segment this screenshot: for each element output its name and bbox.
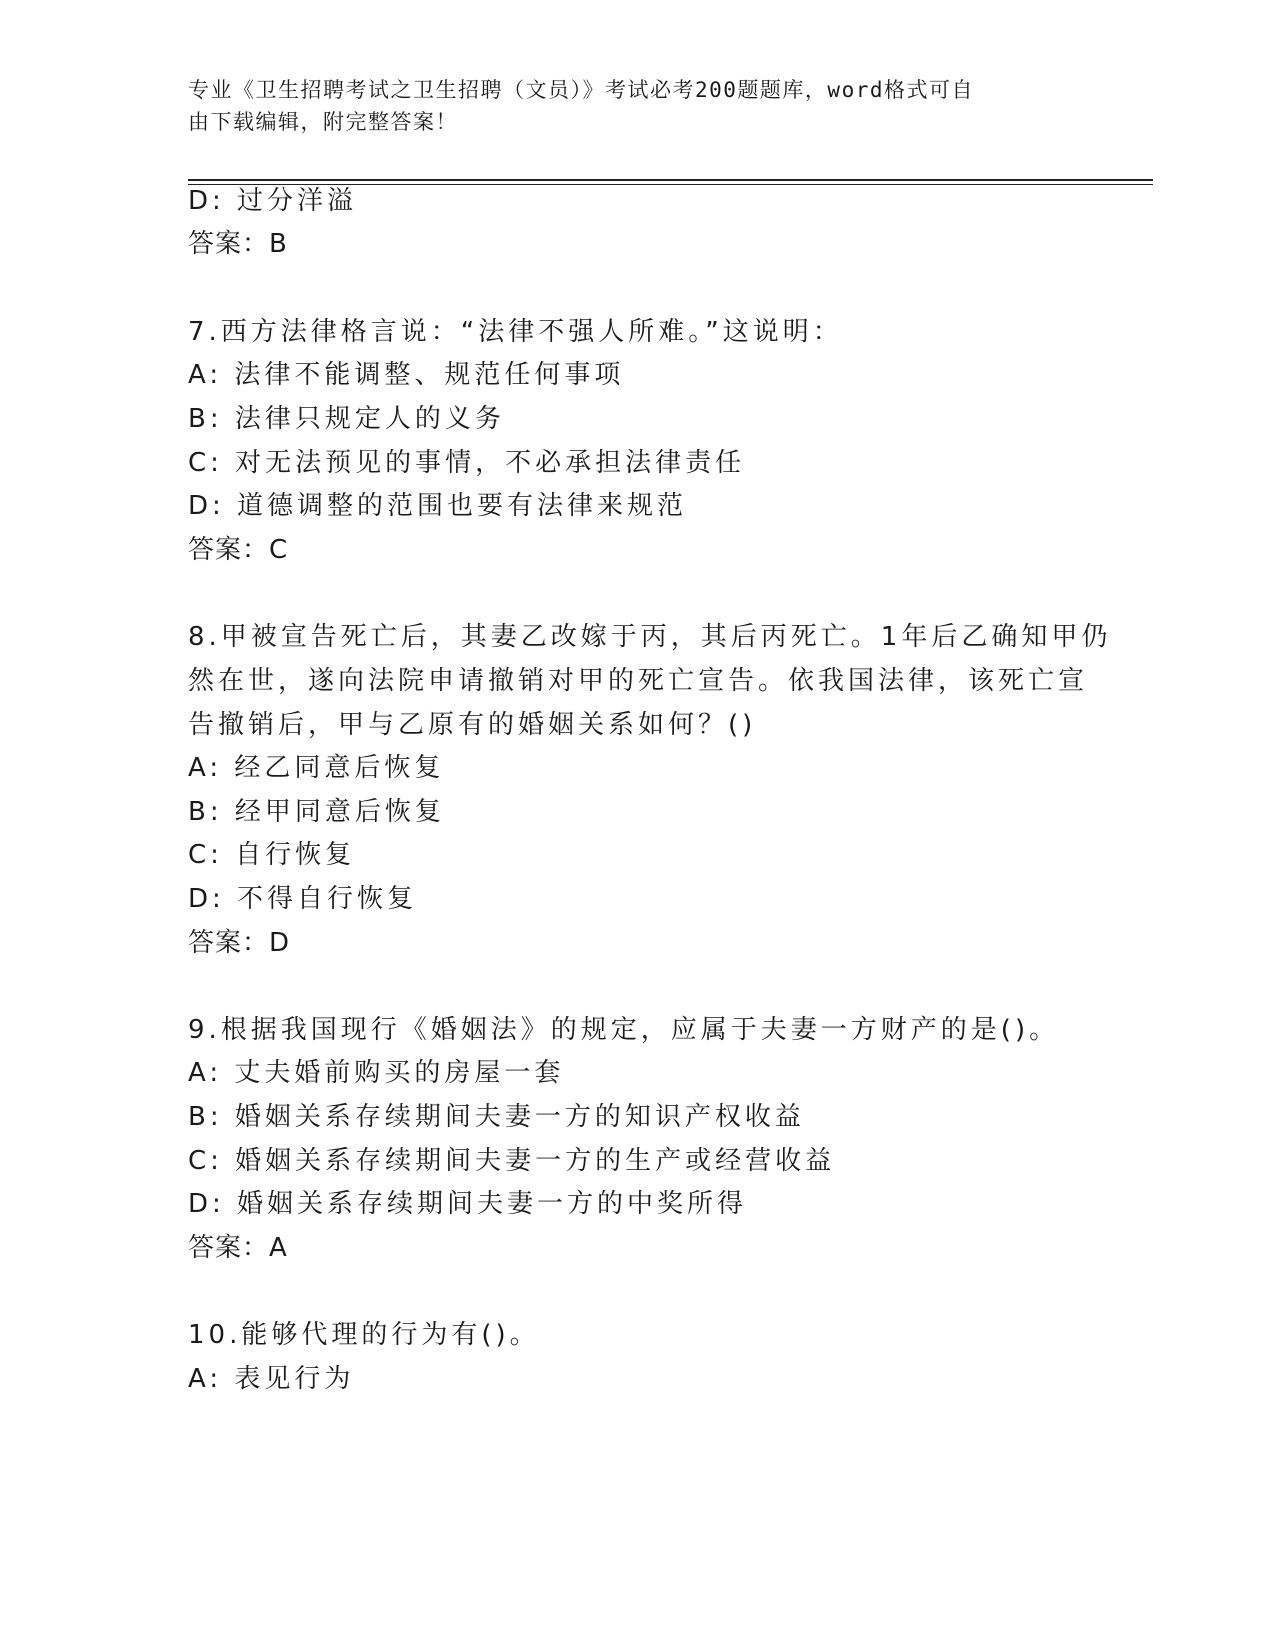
q8-answer: 答案：D xyxy=(188,928,291,958)
q7-option-b: B: 法律只规定人的义务 xyxy=(188,404,505,434)
q10-stem: 10.能够代理的行为有()。 xyxy=(188,1320,540,1350)
q7-stem: 7.西方法律格言说：“法律不强人所难。”这说明： xyxy=(188,317,843,347)
q7-answer: 答案：C xyxy=(188,535,289,565)
q9-stem: 9.根据我国现行《婚姻法》的规定，应属于夫妻一方财产的是()。 xyxy=(188,1015,1060,1045)
q8-stem-line-3: 告撤销后，甲与乙原有的婚姻关系如何？() xyxy=(188,710,757,740)
q8-stem-line-1: 8.甲被宣告死亡后，其妻乙改嫁于丙，其后丙死亡。1年后乙确知甲仍 xyxy=(188,622,1112,652)
q8-option-a: A: 经乙同意后恢复 xyxy=(188,753,445,783)
q7-option-d: D: 道德调整的范围也要有法律来规范 xyxy=(188,491,688,521)
q8-stem-line-2: 然在世，遂向法院申请撤销对甲的死亡宣告。依我国法律，该死亡宣 xyxy=(188,666,1089,696)
q10-option-a: A: 表见行为 xyxy=(188,1364,355,1394)
q9-option-c: C: 婚姻关系存续期间夫妻一方的生产或经营收益 xyxy=(188,1146,836,1176)
q7-option-a: A: 法律不能调整、规范任何事项 xyxy=(188,360,625,390)
q9-option-d: D: 婚姻关系存续期间夫妻一方的中奖所得 xyxy=(188,1189,748,1219)
q7-option-c: C: 对无法预见的事情，不必承担法律责任 xyxy=(188,448,746,478)
q8-option-c: C: 自行恢复 xyxy=(188,840,356,870)
document-header xyxy=(188,74,1068,138)
header-line-1: 专业《卫生招聘考试之卫生招聘（文员）》考试必考200题题库，word格式可自 xyxy=(188,78,974,102)
q8-option-d: D: 不得自行恢复 xyxy=(188,884,418,914)
q9-answer: 答案：A xyxy=(188,1233,288,1263)
q9-option-a: A: 丈夫婚前购买的房屋一套 xyxy=(188,1058,565,1088)
header-line-2: 由下载编辑，附完整答案！ xyxy=(188,110,458,134)
q8-option-b: B: 经甲同意后恢复 xyxy=(188,797,445,827)
q9-option-b: B: 婚姻关系存续期间夫妻一方的知识产权收益 xyxy=(188,1102,805,1132)
prev-answer: 答案：B xyxy=(188,229,288,259)
prev-option-d: D: 过分洋溢 xyxy=(188,186,358,216)
